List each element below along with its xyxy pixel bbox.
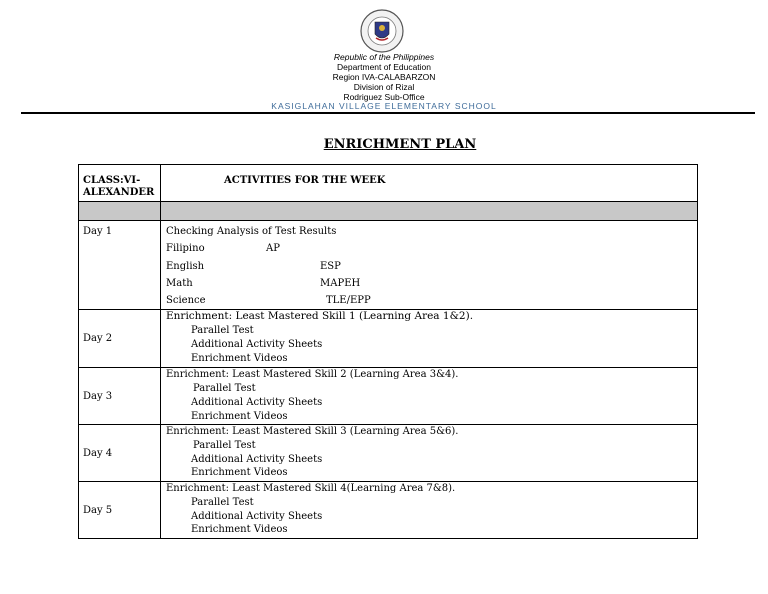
activity-item: Additional Activity Sheets xyxy=(191,453,323,465)
grey-separator-row xyxy=(79,202,698,221)
enrichment-title: Enrichment: Least Mastered Skill 3 (Learning Area 5&6). xyxy=(166,426,459,438)
day-content xyxy=(161,482,698,539)
day-content xyxy=(161,425,698,482)
day-label: Day 1 xyxy=(79,221,161,310)
class-label-line2: ALEXANDER xyxy=(83,187,155,198)
subject-right: AP xyxy=(266,243,280,255)
day1-heading: Checking Analysis of Test Results xyxy=(166,226,337,237)
subject-row xyxy=(166,292,697,309)
table-row xyxy=(79,425,698,482)
activity-item: Enrichment Videos xyxy=(191,352,288,364)
page-title: ENRICHMENT PLAN xyxy=(323,137,477,152)
enrichment-title: Enrichment: Least Mastered Skill 1 (Learning Area 1&2). xyxy=(166,310,474,323)
subject-left: English xyxy=(166,260,205,272)
activity-item: Additional Activity Sheets xyxy=(191,510,323,522)
table-row xyxy=(79,482,698,539)
activity-item: Parallel Test xyxy=(191,325,254,337)
day-label: Day 5 xyxy=(79,482,161,539)
activity-item: Additional Activity Sheets xyxy=(191,396,323,408)
republic-line: Republic of the Philippines xyxy=(333,52,435,62)
day1-content xyxy=(161,221,698,310)
subject-right: ESP xyxy=(320,260,341,272)
sub-office-line: Rodriguez Sub-Office xyxy=(343,92,425,102)
subject-right: MAPEH xyxy=(320,277,361,289)
day-label: Day 3 xyxy=(79,368,161,425)
subject-row xyxy=(166,275,697,292)
class-label xyxy=(79,165,161,202)
table-header-row xyxy=(79,165,698,202)
subject-left: Filipino xyxy=(166,243,205,255)
activity-item: Enrichment Videos xyxy=(191,524,288,536)
activities-header: ACTIVITIES FOR THE WEEK xyxy=(161,165,698,202)
day-label: Day 4 xyxy=(79,425,161,482)
day-content xyxy=(161,310,698,368)
header-divider xyxy=(21,112,755,114)
table-row xyxy=(79,221,698,310)
table-row xyxy=(79,368,698,425)
school-name: KASIGLAHAN VILLAGE ELEMENTARY SCHOOL xyxy=(271,101,497,111)
activity-item: Enrichment Videos xyxy=(191,410,288,422)
activity-item: Parallel Test xyxy=(191,496,254,508)
subject-right: TLE/EPP xyxy=(326,295,371,307)
deped-seal-logo xyxy=(356,8,408,54)
activity-item: Parallel Test xyxy=(193,383,256,395)
class-label-line1: CLASS:VI- xyxy=(83,175,141,186)
activity-item: Parallel Test xyxy=(193,440,256,451)
activity-item: Additional Activity Sheets xyxy=(191,338,323,350)
enrichment-title: Enrichment: Least Mastered Skill 4(Learning Area 7&8). xyxy=(166,483,456,495)
enrichment-title: Enrichment: Least Mastered Skill 2 (Learning Area 3&4). xyxy=(166,369,459,381)
subject-row xyxy=(166,240,697,257)
table-row xyxy=(79,310,698,368)
subject-row xyxy=(166,258,697,275)
region-line: Region IVA-CALABARZON xyxy=(332,72,436,82)
subject-left: Science xyxy=(166,295,206,307)
day-content xyxy=(161,368,698,425)
department-line: Department of Education xyxy=(336,62,432,72)
day-label: Day 2 xyxy=(79,310,161,368)
enrichment-plan-table xyxy=(78,164,698,539)
activity-item: Enrichment Videos xyxy=(191,467,288,479)
subject-left: Math xyxy=(166,277,193,289)
division-line: Division of Rizal xyxy=(353,82,415,92)
